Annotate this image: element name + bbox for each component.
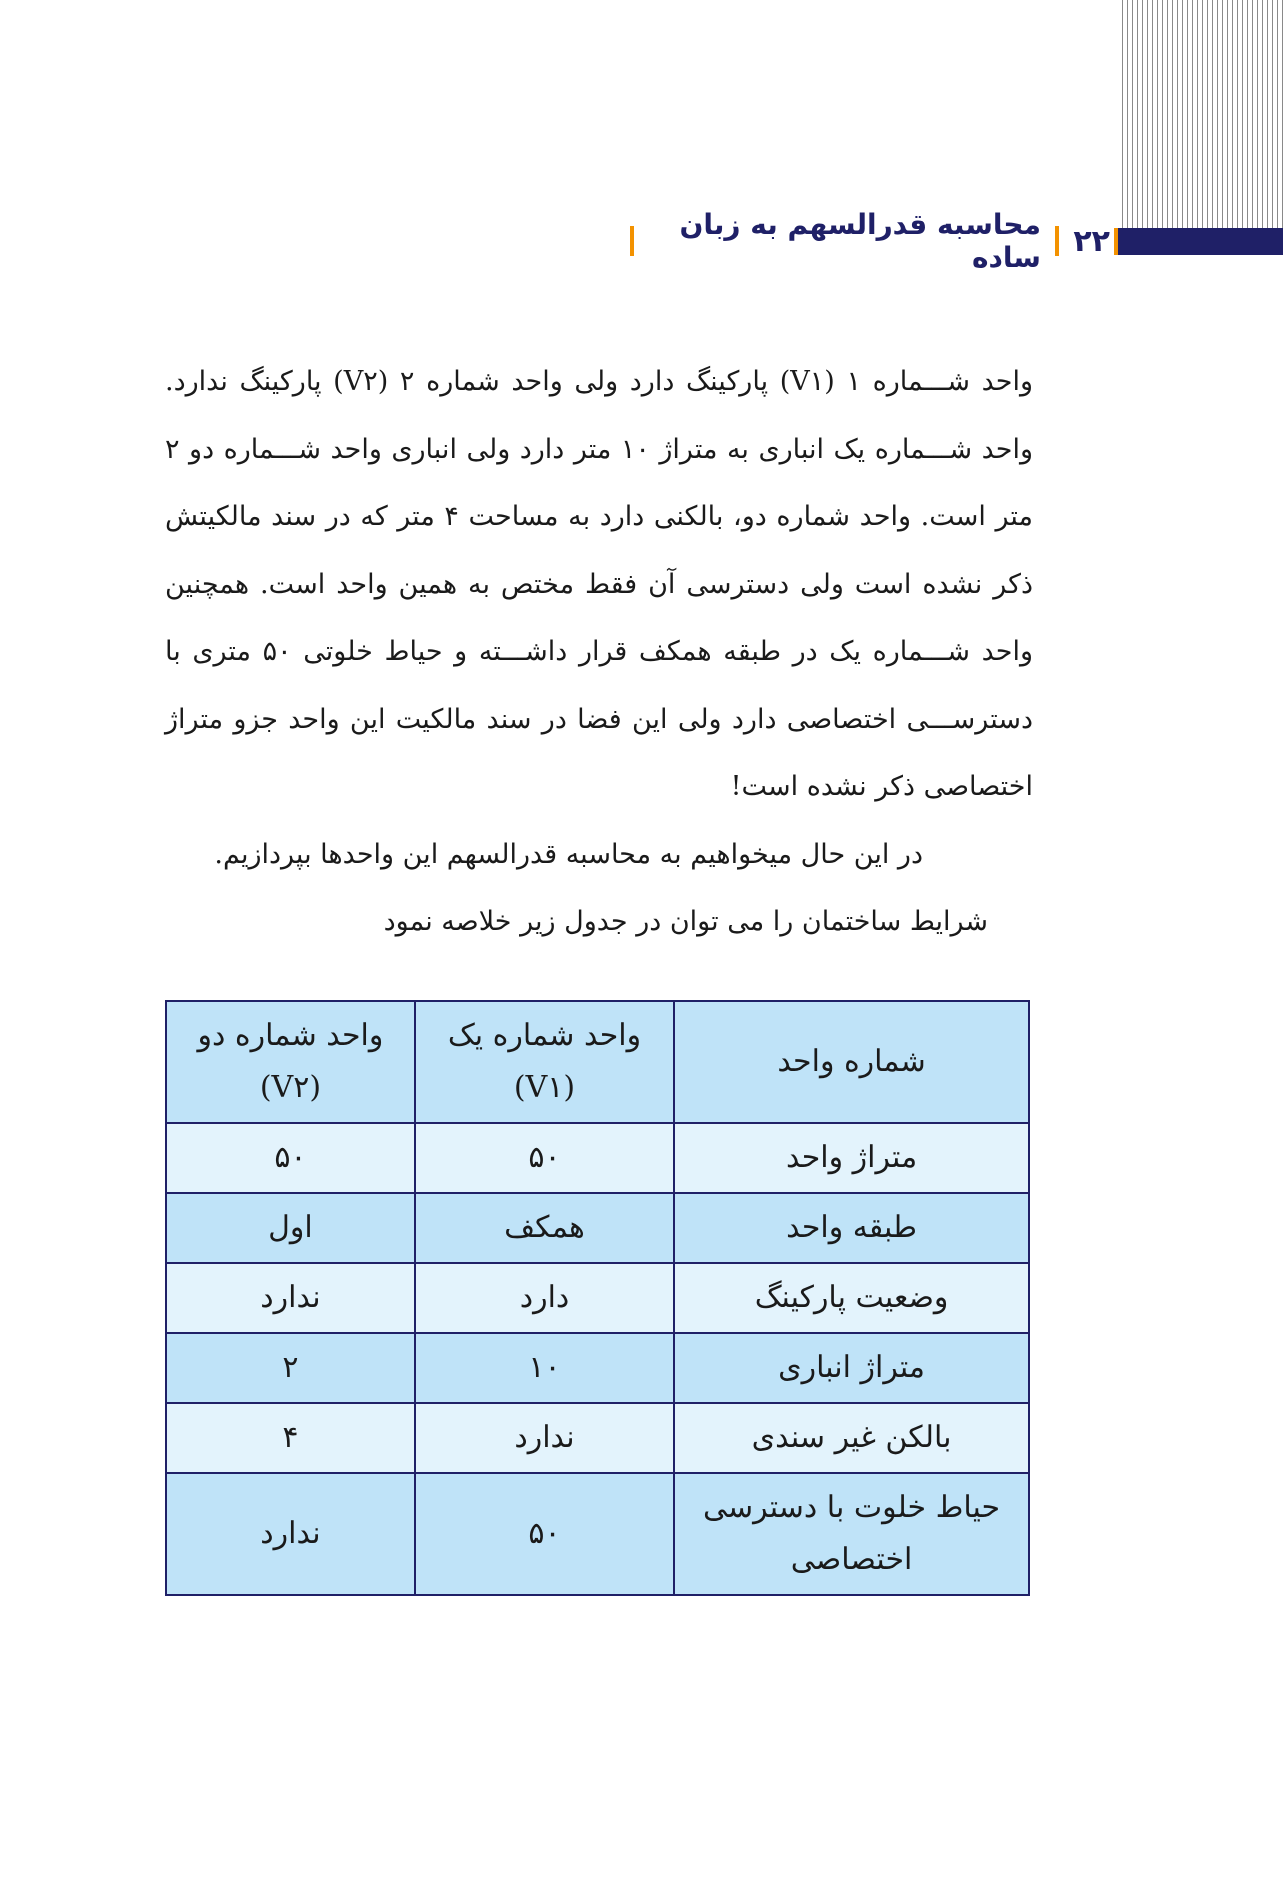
table-cell: حیاط خلوت با دسترسی اختصاصی [674,1473,1029,1595]
table-cell: دارد [415,1263,674,1333]
paragraph: در این حال میخواهیم به محاسبه قدرالسهم این واحدها بپردازیم. [214,838,923,870]
table-cell: متراژ انباری [674,1333,1029,1403]
table-cell: ندارد [166,1263,415,1333]
table-row [166,1123,1029,1193]
table-row [166,1333,1029,1403]
paragraph: واحد شـــماره ۱ (V۱) پارکینگ دارد ولی واحد شماره ۲ (V۲) پارکینگ ندارد. واحد شـــماره یک انباری به متراژ ۱۰ متر دارد ولی انباری واحد شـــماره دو ۲ متر است. واحد شماره دو، بالکنی دارد به مساحت ۴ متر که در سند مالکیتش ذکر نشده است ولی دسترسی آن فقط مختص به همین واحد است. همچنین واحد شـــماره یک در طبقه همکف قرار داشـــته و حیاط خلوتی ۵۰ متری با دسترســـی اختصاصی دارد ولی این فضا در سند مالکیت این واحد جزو متراژ اختصاصی ذکر نشده است! [165,366,1034,802]
table-cell: ۲ [166,1333,415,1403]
header-separator [1055,226,1059,256]
table-header-cell: واحد شماره یک (V۱) [415,1001,674,1123]
table-cell: ۴ [166,1403,415,1473]
table-cell: همکف [415,1193,674,1263]
table-header-row [166,1001,1029,1123]
page-number: ۲۲ [1073,223,1110,259]
table-cell: ۵۰ [166,1123,415,1193]
table-cell: ۵۰ [415,1473,674,1595]
table-row [166,1403,1029,1473]
table-cell: بالکن غیر سندی [674,1403,1029,1473]
summary-table [165,1000,1030,1596]
page-header [630,208,1110,274]
table-header-cell: شماره واحد [674,1001,1029,1123]
header-separator-end [630,226,634,256]
table-cell: ندارد [415,1403,674,1473]
running-title: محاسبه قدرالسهم به زبان ساده [679,208,1041,274]
table-cell: اول [166,1193,415,1263]
table-row [166,1263,1029,1333]
table-header-cell: واحد شماره دو (V۲) [166,1001,415,1123]
table-cell: ۱۰ [415,1333,674,1403]
decorative-stripes [1118,0,1283,228]
table-cell: طبقه واحد [674,1193,1029,1263]
table-row [166,1193,1029,1263]
table-row [166,1473,1029,1595]
body-text [165,348,1033,956]
paragraph: شرایط ساختمان را می توان در جدول زیر خلاصه نمود [383,906,988,937]
table-cell: ندارد [166,1473,415,1595]
header-navy-bar [1118,228,1283,255]
table-cell: ۵۰ [415,1123,674,1193]
table-cell: وضعیت پارکینگ [674,1263,1029,1333]
table-cell: متراژ واحد [674,1123,1029,1193]
